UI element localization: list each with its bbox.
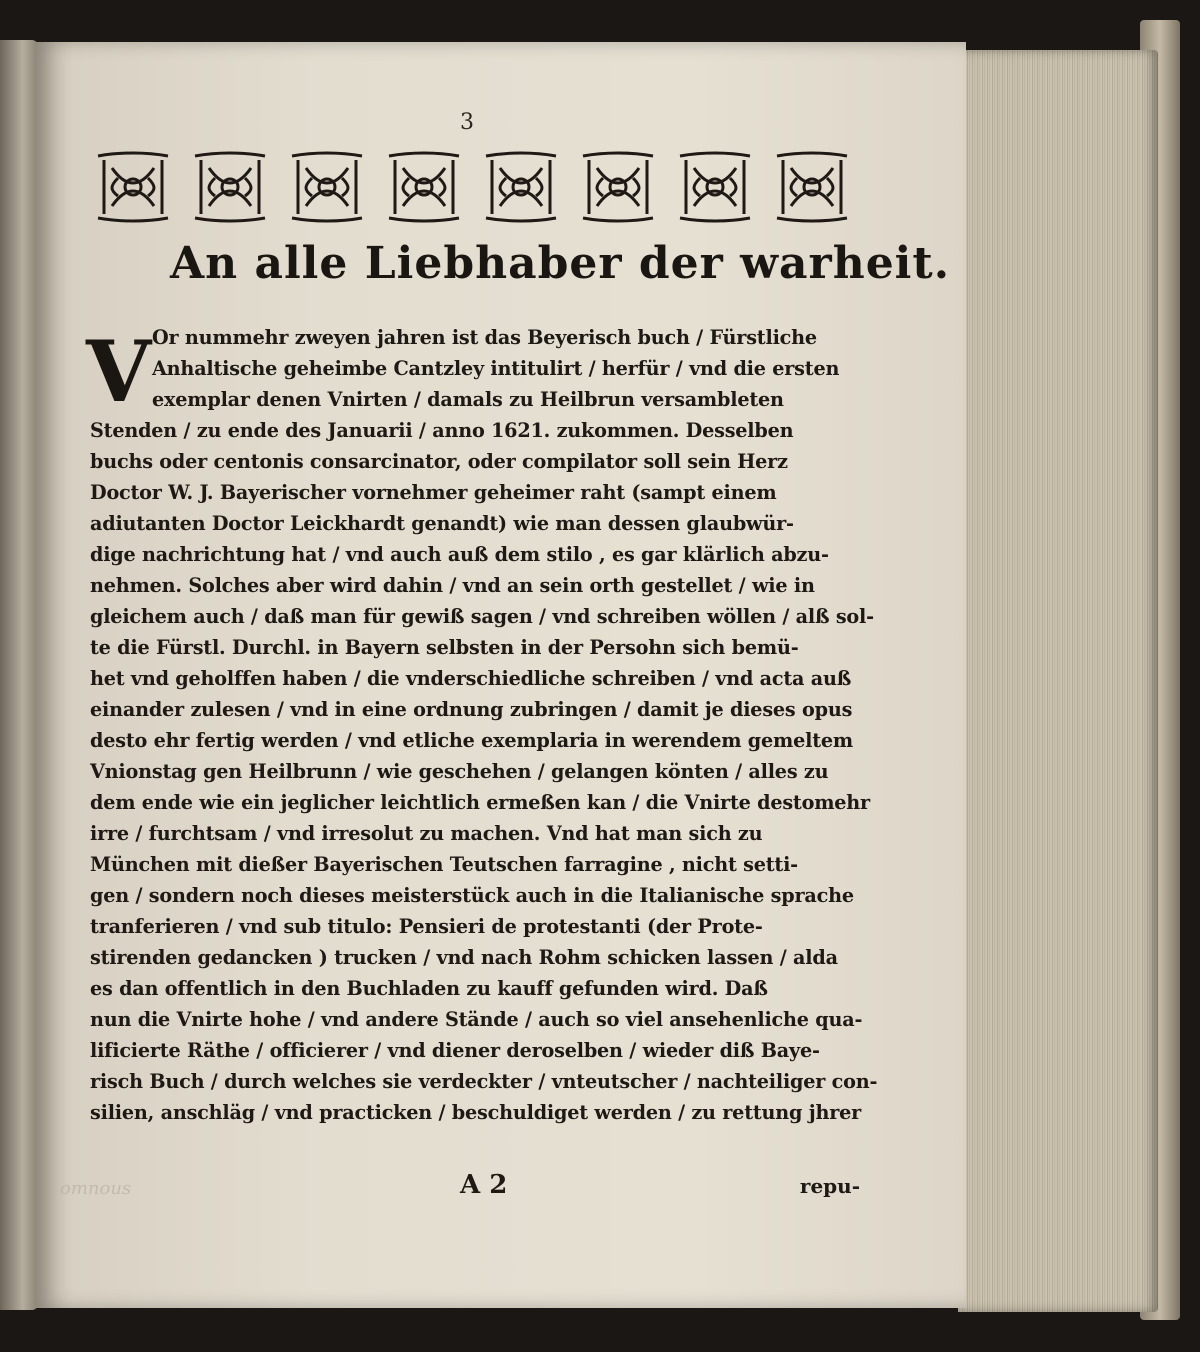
text-line: adiutanten Doctor Leickhardt genandt) wie man dessen glaubwür- [90,512,794,535]
text-line: stirenden gedancken ) trucken / vnd nach Rohm schicken lassen / alda [90,946,838,969]
text-line: Stenden / zu ende des Januarii / anno 1621. zukommen. Desselben [90,419,794,442]
text-line: gen / sondern noch dieses meisterstück auch in die Italianische sprache [90,884,854,907]
text-line: einander zulesen / vnd in eine ordnung zubringen / damit je dieses opus [90,698,853,721]
text-line: München mit dießer Bayerischen Teutschen farragine , nicht setti- [90,853,798,876]
body-text [90,322,878,1128]
text-line: tranferieren / vnd sub titulo: Pensieri de protestanti (der Prote- [90,915,763,938]
left-page-edge [0,40,38,1310]
text-line: buchs oder centonis consarcinator, oder compilator soll sein Herz [90,450,788,473]
ornament-icon [381,148,467,226]
page-stack-edges [958,50,1158,1312]
text-line: nun die Vnirte hohe / vnd andere Stände / auch so viel ansehenliche qua- [90,1008,863,1031]
text-line: irre / furchtsam / vnd irresolut zu machen. Vnd hat man sich zu [90,822,763,845]
text-line: het vnd geholffen haben / die vnderschiedliche schreiben / vnd acta auß [90,667,852,690]
text-line: Anhaltische geheimbe Cantzley intitulirt / herfür / vnd die ersten [152,357,840,380]
text-line: risch Buch / durch welches sie verdeckter / vnteutscher / nachteiliger con- [90,1070,878,1093]
text-line: te die Fürstl. Durchl. in Bayern selbsten in der Persohn sich bemü- [90,636,799,659]
decorated-initial: V [86,322,152,421]
text-line: es dan offentlich in den Buchladen zu kauff gefunden wird. Daß [90,977,768,1000]
text-line: exemplar denen Vnirten / damals zu Heilbrun versambleten [152,388,784,411]
page-heading: An alle Liebhaber der warheit. [170,238,951,289]
ornament-icon [672,148,758,226]
catchword: repu- [799,1174,860,1198]
ornament-icon [769,148,855,226]
page-footer [460,1170,860,1210]
text-line: silien, anschläg / vnd practicken / beschuldiget werden / zu rettung jhrer [90,1101,862,1124]
text-line: Vnionstag gen Heilbrunn / wie geschehen / gelangen könten / alles zu [90,760,829,783]
text-line: desto ehr fertig werden / vnd etliche exemplaria in werendem gemeltem [90,729,853,752]
text-line: dem ende wie ein jeglicher leichtlich ermeßen kan / die Vnirte destomehr [90,791,870,814]
text-line: nehmen. Solches aber wird dahin / vnd an sein orth gestellet / wie in [90,574,815,597]
bleed-through-text: omnous [60,1178,132,1199]
ornament-icon [90,148,176,226]
text-line: Doctor W. J. Bayerischer vornehmer geheimer raht (sampt einem [90,481,777,504]
ornament-band [90,148,855,228]
page-number: 3 [460,110,474,135]
ornament-icon [187,148,273,226]
signature-mark: A 2 [460,1170,508,1200]
ornament-icon [478,148,564,226]
text-line: Or nummehr zweyen jahren ist das Beyerisch buch / Fürstliche [152,326,817,349]
ornament-icon [575,148,661,226]
text-line: gleichem auch / daß man für gewiß sagen / vnd schreiben wöllen / alß sol- [90,605,874,628]
text-line: dige nachrichtung hat / vnd auch auß dem stilo , es gar klärlich abzu- [90,543,829,566]
ornament-icon [284,148,370,226]
text-line: lificierte Räthe / officierer / vnd diener deroselben / wieder diß Baye- [90,1039,820,1062]
